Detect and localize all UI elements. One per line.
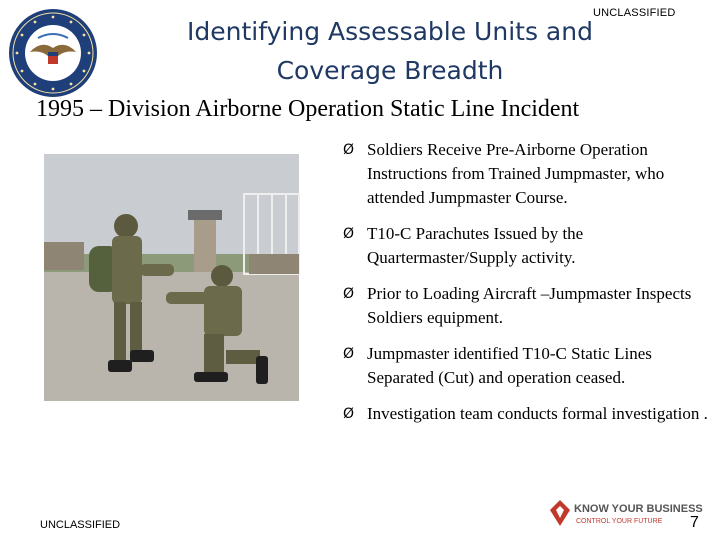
- dod-seal-icon: [8, 8, 98, 98]
- bullet-text: Jumpmaster identified T10-C Static Lines Separated (Cut) and operation ceased.: [367, 344, 652, 387]
- bullet-text: Prior to Loading Aircraft –Jumpmaster Inspects Soldiers equipment.: [367, 284, 692, 327]
- bullet-text: T10-C Parachutes Issued by the Quartermaster/Supply activity.: [367, 224, 584, 267]
- bullet-item: [343, 282, 708, 330]
- bullet-item: [343, 222, 708, 270]
- bullet-item: [343, 402, 708, 426]
- bullet-item: [343, 342, 708, 390]
- bullet-list: [343, 138, 708, 438]
- slide-subtitle: 1995 – Division Airborne Operation Static Line Incident: [36, 96, 580, 122]
- slide-title-line-2: Coverage Breadth: [276, 56, 504, 85]
- bullet-item: [343, 138, 708, 210]
- logo-line-1: KNOW YOUR BUSINESS: [574, 503, 703, 515]
- bullet-text: Soldiers Receive Pre-Airborne Operation Instructions from Trained Jumpmaster, who attended Jumpmaster Course.: [367, 140, 665, 207]
- bullet-arrow-icon: Ø: [343, 406, 355, 422]
- logo-line-2: CONTROL YOUR FUTURE: [576, 518, 663, 525]
- bullet-arrow-icon: Ø: [343, 142, 355, 158]
- bullet-text: Investigation team conducts formal investigation .: [367, 404, 708, 423]
- soldiers-inspection-photo: [44, 154, 299, 401]
- slide-title-line-1: Identifying Assessable Units and: [187, 17, 593, 46]
- slide-title: [150, 12, 630, 90]
- classification-top: UNCLASSIFIED: [593, 7, 676, 19]
- know-your-business-logo: [548, 496, 703, 532]
- bullet-arrow-icon: Ø: [343, 286, 355, 302]
- page-number: 7: [690, 514, 699, 531]
- bullet-arrow-icon: Ø: [343, 346, 355, 362]
- classification-bottom: UNCLASSIFIED: [40, 519, 121, 531]
- bullet-arrow-icon: Ø: [343, 226, 355, 242]
